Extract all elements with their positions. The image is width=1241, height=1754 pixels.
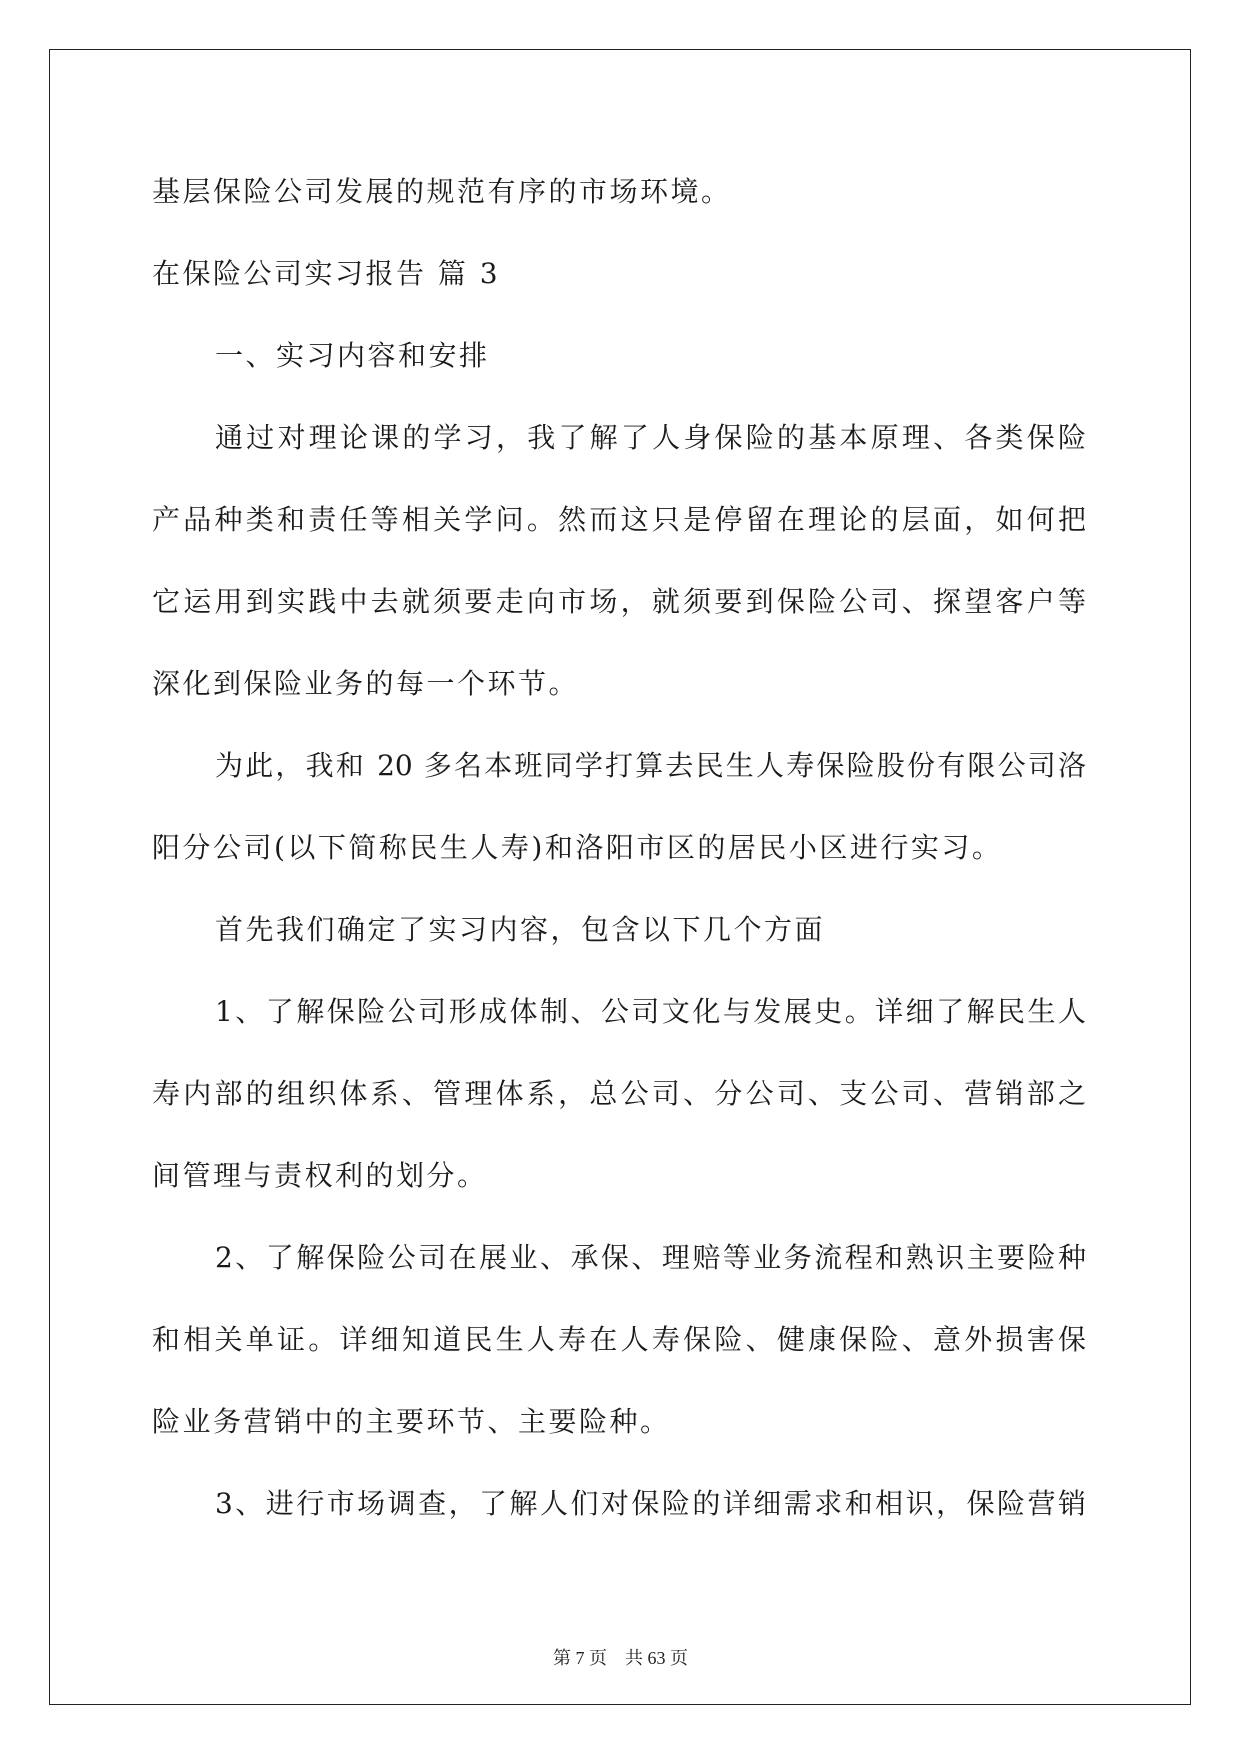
paragraph-line: 和相关单证。详细知道民生人寿在人寿保险、健康保险、意外损害保 (152, 1323, 1086, 1356)
paragraph-line: 3、进行市场调查，了解人们对保险的详细需求和相识，保险营销 (215, 1487, 1086, 1520)
paragraph-line: 险业务营销中的主要环节、主要险种。 (152, 1405, 671, 1438)
page-number-footer: 第 7 页 共 63 页 (553, 1648, 688, 1668)
paragraph-line: 产品种类和责任等相关学问。然而这只是停留在理论的层面，如何把 (152, 503, 1086, 536)
paragraph-line: 首先我们确定了实习内容，包含以下几个方面 (215, 913, 826, 946)
paragraph-line: 为此，我和 20 多名本班同学打算去民生人寿保险股份有限公司洛 (215, 749, 1086, 782)
section-heading: 在保险公司实习报告 篇 3 (152, 257, 501, 290)
paragraph-line: 深化到保险业务的每一个环节。 (152, 667, 580, 700)
subsection-heading: 一、实习内容和安排 (215, 339, 490, 372)
page-border (49, 49, 1191, 1705)
paragraph-line: 寿内部的组织体系、管理体系，总公司、分公司、支公司、营销部之 (152, 1077, 1086, 1110)
paragraph-line: 阳分公司(以下简称民生人寿)和洛阳市区的居民小区进行实习。 (152, 831, 1003, 864)
paragraph-line: 它运用到实践中去就须要走向市场，就须要到保险公司、探望客户等 (152, 585, 1086, 618)
paragraph-line: 1、了解保险公司形成体制、公司文化与发展史。详细了解民生人 (215, 995, 1086, 1028)
paragraph-line: 2、了解保险公司在展业、承保、理赔等业务流程和熟识主要险种 (215, 1241, 1086, 1274)
paragraph-line: 基层保险公司发展的规范有序的市场环境。 (152, 175, 732, 208)
paragraph-line: 间管理与责权利的划分。 (152, 1159, 488, 1192)
paragraph-line: 通过对理论课的学习，我了解了人身保险的基本原理、各类保险 (215, 421, 1086, 454)
